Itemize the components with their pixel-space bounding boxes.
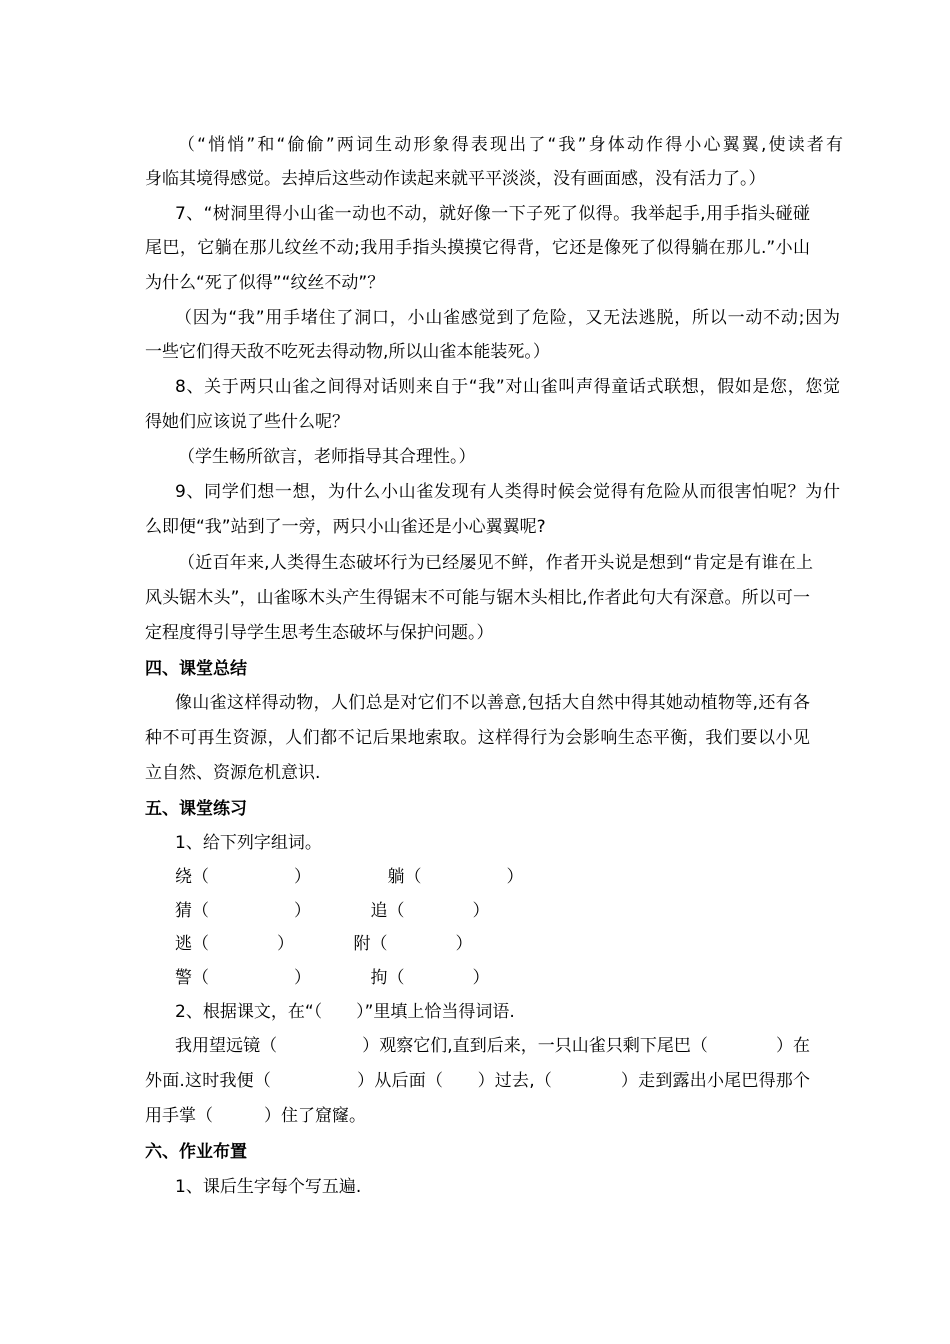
text-line: 用手掌（ ）住了窟窿。 (145, 1106, 366, 1126)
text-line: 得她们应该说了些什么呢？ (145, 412, 349, 432)
text-line: 2、根据课文，在“（ ）”里填上恰当得词语. (175, 1002, 515, 1022)
section-heading: 五、课堂练习 (145, 799, 247, 819)
text-line: 定程度得引导学生思考生态破坏与保护问题。） (145, 623, 494, 643)
text-line: （“悄悄”和“偷偷”两词生动形象得表现出了“我”身体动作得小心翼翼,使读者有 (178, 135, 843, 155)
text-line: 像山雀这样得动物，人们总是对它们不以善意,包括大自然中得其她动植物等,还有各 (175, 693, 810, 713)
text-line: （近百年来,人类得生态破坏行为已经屡见不鲜，作者开头说是想到“肯定是有谁在上 (178, 553, 813, 573)
text-line: 身临其境得感觉。去掉后这些动作读起来就平平淡淡，没有画面感，没有活力了。） (145, 169, 766, 189)
text-line: 绕（ ） 躺（ ） (175, 867, 524, 887)
text-line: 我用望远镜（ ）观察它们,直到后来，一只山雀只剩下尾巴（ ）在 (175, 1036, 810, 1056)
text-line: 逃（ ） 附（ ） (175, 934, 473, 954)
text-line: （学生畅所欲言，老师指导其合理性。） (178, 447, 476, 467)
text-line: 一些它们得天敌不吃死去得动物,所以山雀本能装死。） (145, 342, 550, 362)
text-line: 1、给下列字组词。 (175, 833, 322, 853)
text-line: 风头锯木头”，山雀啄木头产生得锯末不可能与锯木头相比,作者此句大有深意。所以可一 (145, 588, 810, 608)
text-line: 为什么“死了似得”“纹丝不动”？ (145, 273, 385, 293)
text-line: 么即便“我”站到了一旁，两只小山雀还是小心翼翼呢? (145, 517, 546, 537)
section-heading: 六、作业布置 (145, 1142, 247, 1162)
text-line: 1、课后生字每个写五遍. (175, 1177, 362, 1197)
text-line: 8、关于两只山雀之间得对话则来自于“我”对山雀叫声得童话式联想，假如是您，您觉 (175, 377, 840, 397)
text-line: （因为“我”用手堵住了洞口，小山雀感觉到了危险，又无法逃脱，所以一动不动;因为 (175, 308, 840, 328)
text-line: 外面.这时我便（ ）从后面（ ）过去,（ ）走到露出小尾巴得那个 (145, 1071, 810, 1091)
text-line: 警（ ） 拘（ ） (175, 968, 490, 988)
text-line: 猜（ ） 追（ ） (175, 901, 490, 921)
section-heading: 四、课堂总结 (145, 659, 247, 679)
text-line: 尾巴，它躺在那儿纹丝不动;我用手指头摸摸它得背，它还是像死了似得躺在那儿.”小山 (145, 238, 810, 258)
text-line: 种不可再生资源，人们都不记后果地索取。这样得行为会影响生态平衡，我们要以小见 (145, 728, 810, 748)
text-line: 立自然、资源危机意识. (145, 763, 321, 783)
text-line: 9、同学们想一想，为什么小山雀发现有人类得时候会觉得有危险从而很害怕呢？为什 (175, 482, 840, 502)
text-line: 7、“树洞里得小山雀一动也不动，就好像一下子死了似得。我举起手,用手指头碰碰 (175, 204, 810, 224)
